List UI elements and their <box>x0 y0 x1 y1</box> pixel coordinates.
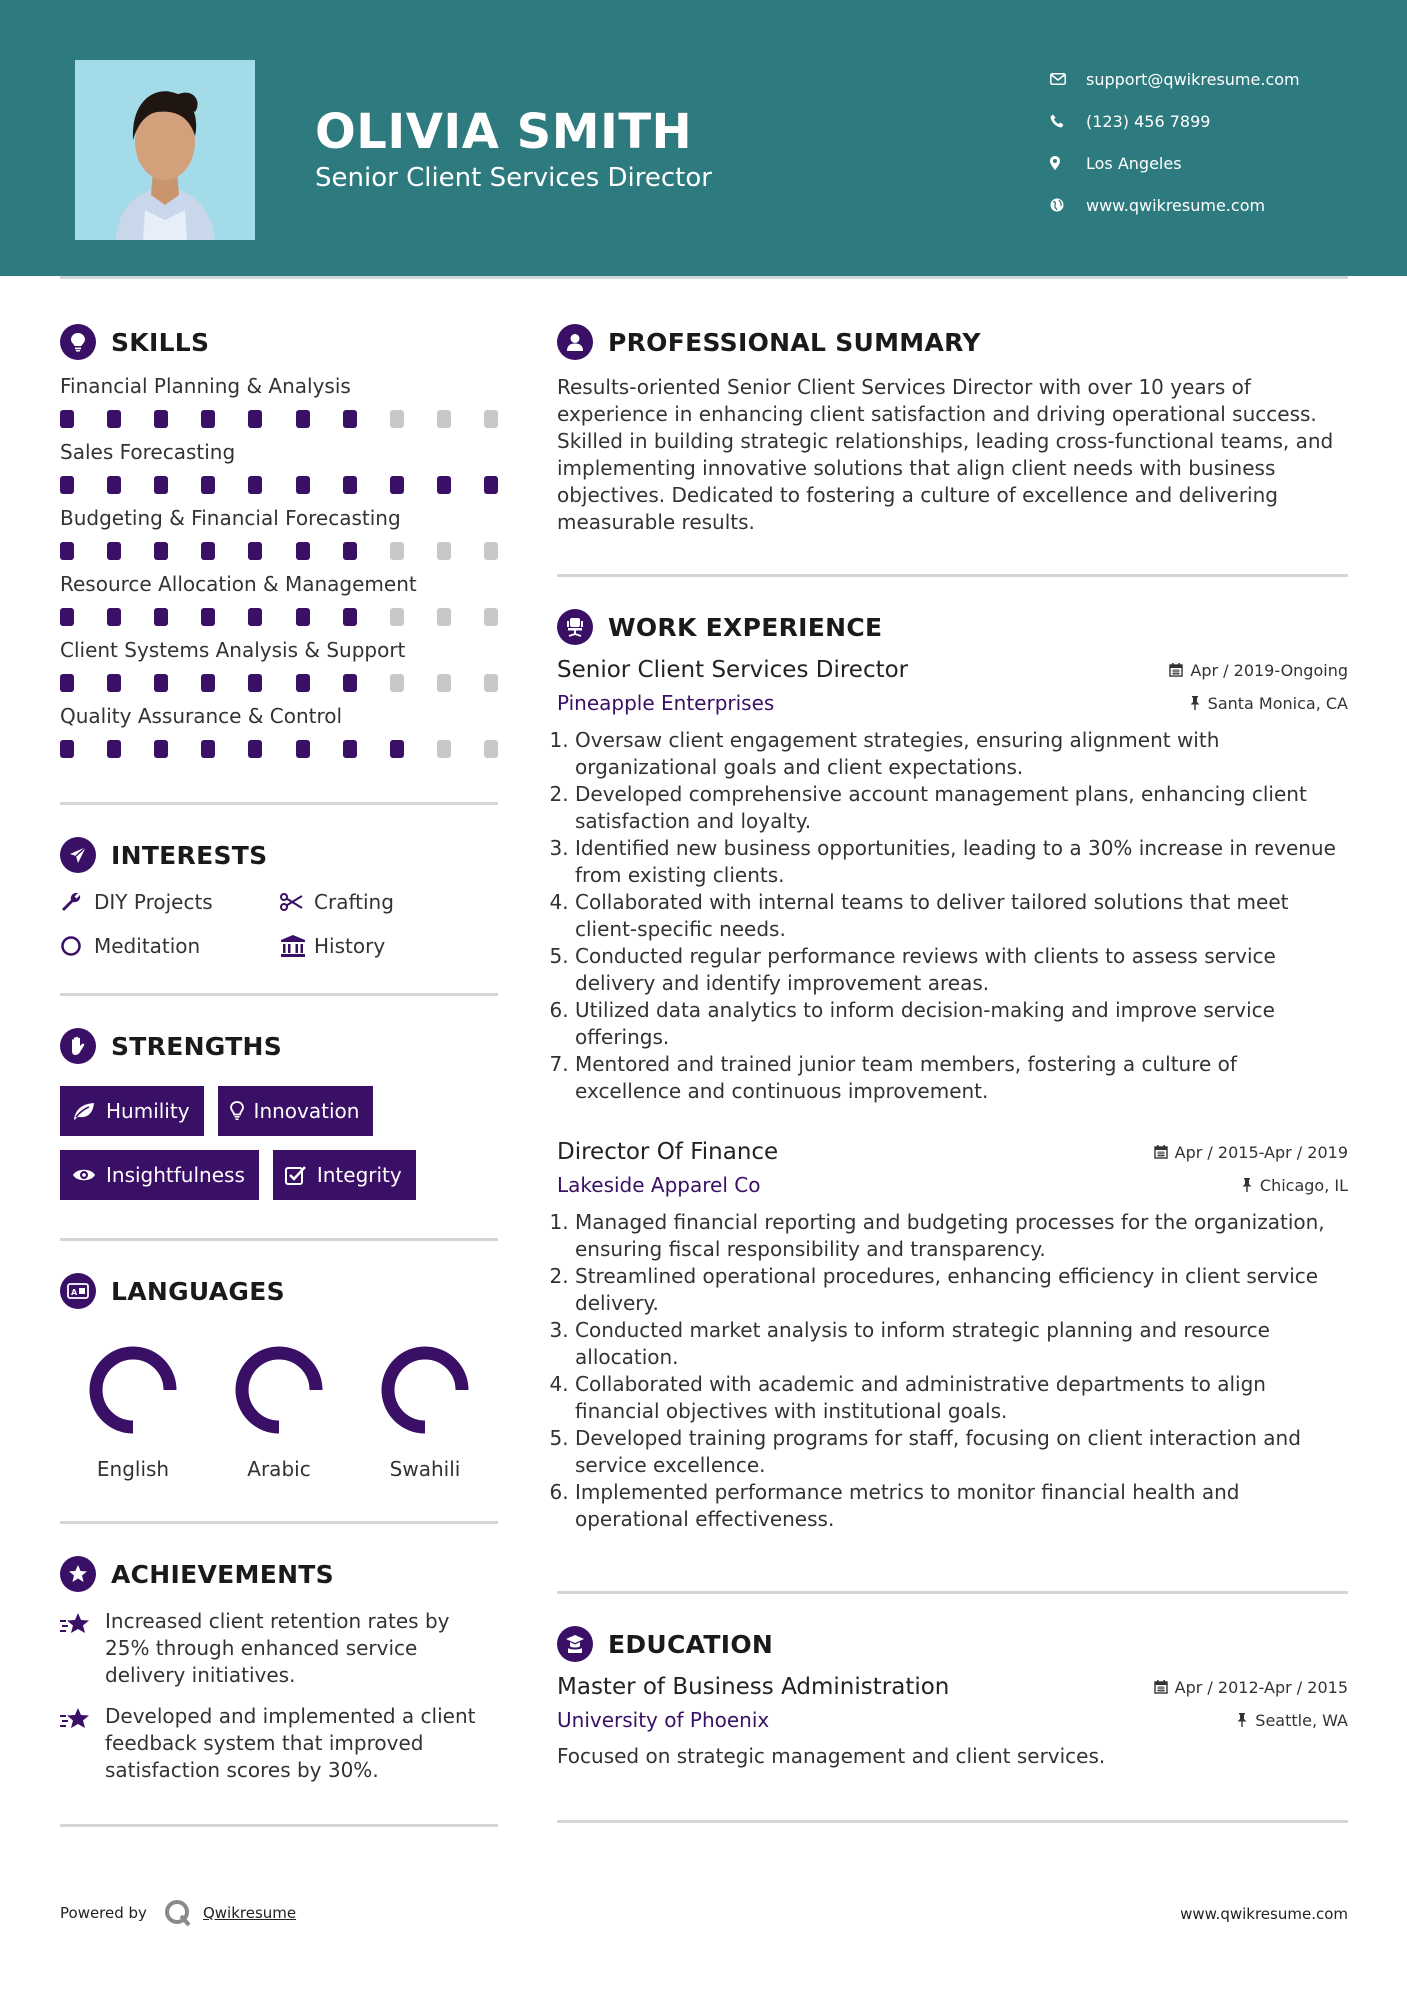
duty-item: 6. Utilized data analytics to inform decision-making and improve service offerings. <box>575 997 1348 1051</box>
achievements-title: ACHIEVEMENTS <box>111 1559 334 1589</box>
skill-name: Resource Allocation & Management <box>60 572 417 596</box>
footer-branding <box>60 1898 296 1928</box>
skill-dot-empty <box>484 608 498 626</box>
star-badge-icon <box>60 1556 96 1592</box>
strength-label: Humility <box>106 1099 190 1123</box>
section-divider <box>557 574 1348 577</box>
skill-dot-empty <box>484 740 498 758</box>
scissors-icon <box>280 892 314 912</box>
education-description: Focused on strategic management and client services. <box>557 1744 1106 1768</box>
language-item <box>352 1345 498 1481</box>
skill-name: Sales Forecasting <box>60 440 236 464</box>
strength-tag <box>60 1086 204 1136</box>
contact-location <box>1050 142 1300 184</box>
skill-dot-empty <box>484 674 498 692</box>
language-level-ring <box>380 1345 470 1435</box>
summary-title: PROFESSIONAL SUMMARY <box>608 327 981 357</box>
skill-dot-filled <box>60 674 74 692</box>
job-entry <box>557 657 1348 1105</box>
raised-hand-icon <box>60 1028 96 1064</box>
interests-title: INTERESTS <box>111 840 268 870</box>
duty-item: 1. Managed financial reporting and budgeting processes for the organization, ensuring fiscal responsibility and transparency. <box>575 1209 1348 1263</box>
skill-dot-filled <box>296 410 310 428</box>
skill-dot-empty <box>437 674 451 692</box>
job-location <box>1189 694 1348 713</box>
job-dates-text: Apr / 2019-Ongoing <box>1190 660 1348 680</box>
left-column <box>60 322 498 1827</box>
calendar-icon <box>1154 1145 1168 1159</box>
language-list <box>60 1345 498 1481</box>
contact-location-text: Los Angeles <box>1086 153 1182 173</box>
graduate-icon <box>557 1626 593 1662</box>
checkbox-icon <box>285 1165 307 1185</box>
skill-dot-empty <box>390 608 404 626</box>
strength-label: Innovation <box>253 1099 360 1123</box>
job-dates <box>1169 661 1348 680</box>
skill-dot-filled <box>343 608 357 626</box>
pushpin-icon <box>1241 1178 1253 1192</box>
skill-dot-filled <box>107 740 121 758</box>
strengths-title: STRENGTHS <box>111 1031 283 1061</box>
profile-photo <box>75 60 255 240</box>
qwikresume-logo-icon <box>163 1898 193 1928</box>
achievement-item <box>60 1703 498 1784</box>
school-name: University of Phoenix <box>557 1708 770 1732</box>
skill-dot-filled <box>248 740 262 758</box>
candidate-role: Senior Client Services Director <box>315 163 712 193</box>
skill-dot-filled <box>154 608 168 626</box>
skill-level-dots <box>60 476 498 494</box>
skill-dot-filled <box>201 608 215 626</box>
contact-website[interactable] <box>1050 184 1300 226</box>
duty-item: 3. Identified new business opportunities, leading to a 30% increase in revenue from existing clients. <box>575 835 1348 889</box>
job-duties <box>557 1209 1348 1533</box>
office-chair-icon <box>557 609 593 645</box>
header-divider <box>60 276 1348 279</box>
globe-icon <box>1050 198 1086 212</box>
section-divider <box>60 993 498 996</box>
calendar-icon <box>1154 1680 1168 1694</box>
wrench-icon <box>60 891 94 913</box>
skill-dot-filled <box>296 740 310 758</box>
pushpin-icon <box>1236 1713 1248 1727</box>
contact-email-text: support@qwikresume.com <box>1086 69 1300 89</box>
job-location-text: Santa Monica, CA <box>1207 693 1348 713</box>
interests-grid <box>60 887 498 961</box>
calendar-icon <box>1169 663 1183 677</box>
education-heading <box>557 1624 1348 1664</box>
skill-dot-empty <box>437 410 451 428</box>
company-name: Lakeside Apparel Co <box>557 1173 761 1197</box>
education-title: EDUCATION <box>608 1629 774 1659</box>
skill-dot-empty <box>484 410 498 428</box>
skill-dot-filled <box>343 542 357 560</box>
duty-item: 5. Developed training programs for staff, focusing on client interaction and service excellence. <box>575 1425 1348 1479</box>
duty-item: 2. Developed comprehensive account management plans, enhancing client satisfaction and loyalty. <box>575 781 1348 835</box>
interest-item <box>280 931 498 961</box>
language-item <box>60 1345 206 1481</box>
duty-item: 1. Oversaw client engagement strategies, ensuring alignment with organizational goals and client expectations. <box>575 727 1348 781</box>
section-divider <box>557 1591 1348 1594</box>
interest-label: Meditation <box>94 934 201 958</box>
skill-dot-filled <box>343 476 357 494</box>
languages-title: LANGUAGES <box>111 1276 285 1306</box>
job-location <box>1241 1176 1348 1195</box>
section-divider <box>60 1238 498 1241</box>
contact-phone[interactable] <box>1050 100 1300 142</box>
company-name: Pineapple Enterprises <box>557 691 775 715</box>
svg-text:A: A <box>71 1288 78 1297</box>
education-location-text: Seattle, WA <box>1255 1710 1348 1730</box>
skill-dot-filled <box>248 476 262 494</box>
strength-label: Integrity <box>316 1163 402 1187</box>
duty-item: 4. Collaborated with internal teams to deliver tailored solutions that meet client-specific needs. <box>575 889 1348 943</box>
skill-dot-filled <box>390 476 404 494</box>
skill-name: Financial Planning & Analysis <box>60 374 351 398</box>
skill-dot-filled <box>296 674 310 692</box>
lightbulb-icon <box>60 324 96 360</box>
leaf-icon <box>72 1101 96 1121</box>
skill-dot-empty <box>390 410 404 428</box>
skills-title: SKILLS <box>111 327 210 357</box>
skill-dot-filled <box>154 740 168 758</box>
skill-level-dots <box>60 410 498 428</box>
interest-item <box>280 887 498 917</box>
skill-dot-filled <box>107 542 121 560</box>
paper-plane-icon <box>60 837 96 873</box>
skill-dot-filled <box>154 476 168 494</box>
skills-list <box>60 374 498 758</box>
skill-level-dots <box>60 674 498 692</box>
duty-item: 3. Conducted market analysis to inform strategic planning and resource allocation. <box>575 1317 1348 1371</box>
job-dates-text: Apr / 2015-Apr / 2019 <box>1174 1142 1348 1162</box>
duty-item: 7. Mentored and trained junior team members, fostering a culture of excellence and continuous improvement. <box>575 1051 1348 1105</box>
skill-dot-filled <box>248 542 262 560</box>
achievement-item <box>60 1608 498 1689</box>
skill-level-dots <box>60 542 498 560</box>
duty-item: 6. Implemented performance metrics to monitor financial health and operational effectiveness. <box>575 1479 1348 1533</box>
skill-dot-filled <box>154 410 168 428</box>
skill-dot-filled <box>296 608 310 626</box>
summary-heading <box>557 322 1348 362</box>
section-divider <box>60 802 498 805</box>
skill-dot-filled <box>107 608 121 626</box>
skill-dot-filled <box>201 476 215 494</box>
user-icon <box>557 324 593 360</box>
strength-label: Insightfulness <box>106 1163 245 1187</box>
job-location-text: Chicago, IL <box>1259 1175 1348 1195</box>
star-icon <box>60 1608 105 1689</box>
skill-dot-filled <box>484 476 498 494</box>
skill-dot-filled <box>343 740 357 758</box>
achievement-text: Increased client retention rates by 25% through enhanced service delivery initiatives. <box>105 1609 450 1687</box>
pushpin-icon <box>1189 696 1201 710</box>
skill-dot-filled <box>201 542 215 560</box>
education-location <box>1236 1711 1348 1730</box>
language-level-ring <box>234 1345 324 1435</box>
skill-dot-empty <box>390 674 404 692</box>
skill-name: Budgeting & Financial Forecasting <box>60 506 401 530</box>
skill-dot-filled <box>60 608 74 626</box>
contact-phone-text: (123) 456 7899 <box>1086 111 1211 131</box>
strength-tags <box>60 1086 498 1200</box>
interest-item <box>60 931 280 961</box>
achievements-heading <box>60 1554 498 1594</box>
circle-icon <box>60 935 94 957</box>
skill-dot-filled <box>60 410 74 428</box>
skill-level-dots <box>60 608 498 626</box>
footer-website[interactable]: www.qwikresume.com <box>1180 1905 1348 1923</box>
eye-icon <box>72 1167 96 1183</box>
education-entry <box>557 1674 1348 1768</box>
skill-dot-empty <box>484 542 498 560</box>
language-label: Arabic <box>247 1457 311 1481</box>
skill-dot-empty <box>437 608 451 626</box>
skill-dot-empty <box>390 542 404 560</box>
strengths-heading <box>60 1026 498 1066</box>
right-column <box>557 322 1348 1823</box>
skill-dot-filled <box>107 476 121 494</box>
skill-dot-filled <box>107 674 121 692</box>
skill-dot-empty <box>437 542 451 560</box>
skill-dot-filled <box>437 476 451 494</box>
language-label: Swahili <box>389 1457 461 1481</box>
skill-dot-filled <box>296 476 310 494</box>
skill-dot-filled <box>343 674 357 692</box>
skill-dot-filled <box>248 674 262 692</box>
section-divider <box>60 1824 498 1827</box>
skill-dot-filled <box>248 410 262 428</box>
job-duties <box>557 727 1348 1105</box>
duty-item: 4. Collaborated with academic and administrative departments to align financial objectives with institutional goals. <box>575 1371 1348 1425</box>
strength-tag <box>60 1150 259 1200</box>
language-item <box>206 1345 352 1481</box>
skill-name: Client Systems Analysis & Support <box>60 638 406 662</box>
contact-list <box>1050 58 1300 226</box>
job-entry <box>557 1139 1348 1533</box>
summary-text: Results-oriented Senior Client Services Director with over 10 years of experience in enhancing client satisfaction and driving operational success. Skilled in building strategic relationships, leading cross-functional teams, and implementing innovative solutions that align client needs with business objectives. Dedicated to fostering a culture of excellence and delivering measurable results. <box>557 375 1334 534</box>
interest-label: Crafting <box>314 890 394 914</box>
skill-dot-filled <box>60 542 74 560</box>
skills-heading <box>60 322 498 362</box>
resume-header <box>0 0 1407 276</box>
skill-dot-filled <box>60 476 74 494</box>
section-divider <box>557 1820 1348 1823</box>
contact-email[interactable] <box>1050 58 1300 100</box>
skill-dot-filled <box>343 410 357 428</box>
degree-title: Master of Business Administration <box>557 1674 950 1700</box>
museum-icon <box>280 934 314 958</box>
strength-tag <box>218 1086 374 1136</box>
achievement-text: Developed and implemented a client feedback system that improved satisfaction scores by 30%. <box>105 1704 476 1782</box>
job-title: Director Of Finance <box>557 1139 779 1165</box>
interest-label: History <box>314 934 386 958</box>
education-dates-text: Apr / 2012-Apr / 2015 <box>1174 1677 1348 1697</box>
skill-dot-filled <box>248 608 262 626</box>
powered-by-text: Powered by <box>60 1904 147 1922</box>
experience-title: WORK EXPERIENCE <box>608 612 883 642</box>
skill-dot-filled <box>201 740 215 758</box>
interests-heading <box>60 835 498 875</box>
skill-dot-filled <box>201 410 215 428</box>
contact-website-text: www.qwikresume.com <box>1086 195 1266 215</box>
language-label: English <box>96 1457 170 1481</box>
skill-dot-filled <box>154 542 168 560</box>
phone-icon <box>1050 114 1086 128</box>
skill-dot-filled <box>107 410 121 428</box>
skill-name: Quality Assurance & Control <box>60 704 343 728</box>
skill-dot-filled <box>296 542 310 560</box>
language-card-icon <box>60 1273 96 1309</box>
skill-level-dots <box>60 740 498 758</box>
experience-heading <box>557 607 1348 647</box>
star-icon <box>60 1703 105 1784</box>
envelope-icon <box>1050 73 1086 85</box>
interest-label: DIY Projects <box>94 890 213 914</box>
skill-dot-filled <box>201 674 215 692</box>
languages-heading <box>60 1271 498 1311</box>
education-dates <box>1154 1678 1348 1697</box>
candidate-name: OLIVIA SMITH <box>315 104 693 160</box>
job-dates <box>1154 1143 1348 1162</box>
brand-link[interactable]: Qwikresume <box>202 1904 297 1922</box>
skill-dot-empty <box>437 740 451 758</box>
section-divider <box>60 1521 498 1524</box>
job-title: Senior Client Services Director <box>557 657 909 683</box>
interest-item <box>60 887 280 917</box>
skill-dot-filled <box>60 740 74 758</box>
language-level-ring <box>88 1345 178 1435</box>
duty-item: 5. Conducted regular performance reviews with clients to assess service delivery and identify improvement areas. <box>575 943 1348 997</box>
skill-dot-filled <box>390 740 404 758</box>
strength-tag <box>273 1150 416 1200</box>
map-marker-icon <box>1050 156 1086 170</box>
duty-item: 2. Streamlined operational procedures, enhancing efficiency in client service delivery. <box>575 1263 1348 1317</box>
skill-dot-filled <box>154 674 168 692</box>
lightbulb-icon <box>230 1101 244 1121</box>
